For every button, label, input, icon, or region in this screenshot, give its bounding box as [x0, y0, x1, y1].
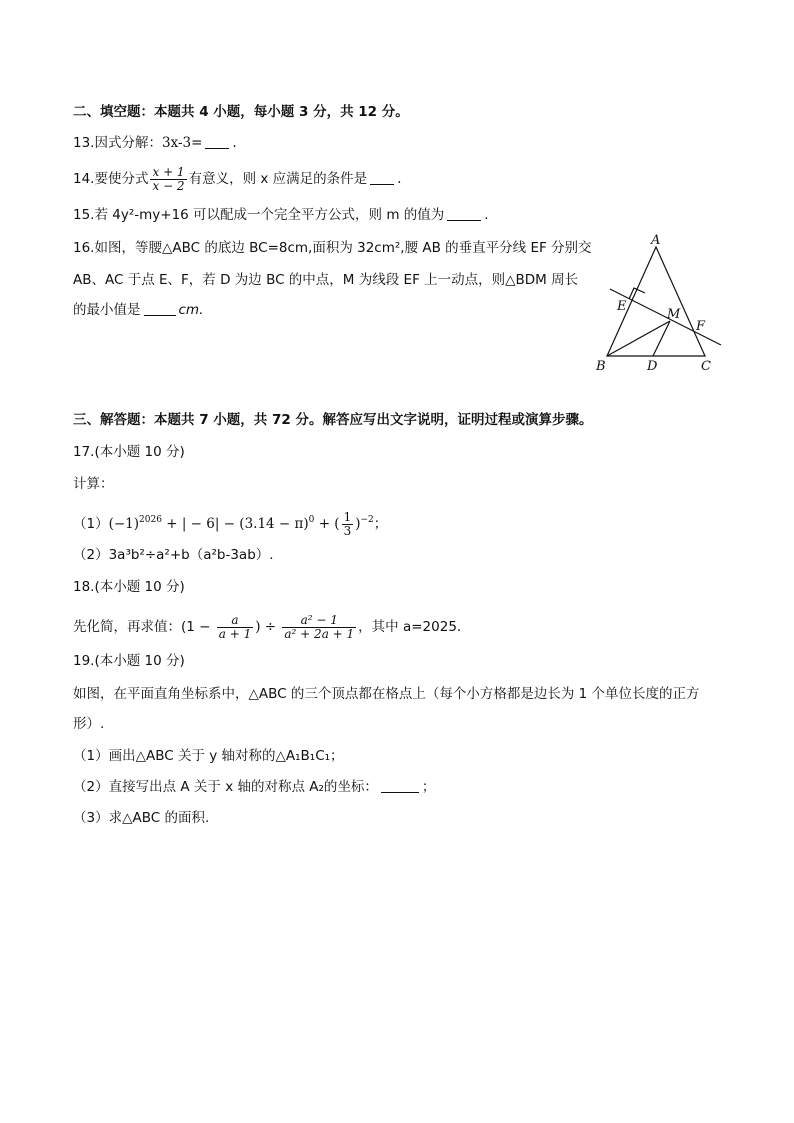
- q17-part1: [73, 511, 387, 538]
- q17-part1-c: + (: [314, 516, 340, 532]
- q17-part1-label: （1）: [73, 516, 109, 532]
- question-13: [73, 133, 237, 153]
- q18-title: 18.(本小题 10 分): [73, 579, 185, 595]
- q18-frac2-den: a² + 2a + 1: [284, 627, 355, 641]
- q19-intro-line1: 如图，在平面直角坐标系中，△ABC 的三个顶点都在格点上（每个小方格都是边长为 1 个单位长度的正方: [73, 686, 700, 702]
- section3-heading: 三、解答题：本题共 7 小题，共 72 分。解答应写出文字说明，证明过程或演算步骤。: [73, 412, 593, 428]
- q19-part1: （1）画出△ABC 关于 y 轴对称的△A₁B₁C₁；: [73, 748, 344, 764]
- label-c: C: [701, 359, 711, 374]
- q19-part3: （3）求△ABC 的面积.: [73, 810, 210, 826]
- q14-prefix: 14.要使分式: [73, 171, 149, 187]
- q13-suffix: .: [232, 135, 237, 151]
- q14-frac-num: x + 1: [152, 165, 185, 179]
- q18-middle: ) ÷: [255, 619, 281, 635]
- label-b: B: [596, 359, 606, 374]
- q19-part2-prefix: （2）直接写出点 A 关于 x 轴的对称点 A₂的坐标：: [73, 779, 378, 795]
- label-d: D: [647, 359, 658, 374]
- q19-part2-answer-blank[interactable]: [381, 778, 419, 793]
- q17-part1-exp2: 0: [308, 515, 315, 525]
- q15-suffix: .: [484, 207, 489, 223]
- triangle-figure: [590, 232, 730, 377]
- question-14: [73, 166, 401, 193]
- q16-answer-blank[interactable]: [144, 301, 176, 316]
- question-16-line2: AB、AC 于点 E、F，若 D 为边 BC 的中点，M 为线段 EF 上一动点，则△BDM 周长: [73, 272, 579, 288]
- label-m: M: [667, 307, 681, 322]
- q13-expr: 3x-3=: [161, 135, 203, 151]
- q16-line3-suffix: cm.: [178, 302, 204, 318]
- q18-frac2-num: a² − 1: [300, 613, 338, 627]
- q13-answer-blank[interactable]: [205, 134, 229, 149]
- label-e: E: [617, 299, 627, 314]
- q17-instruction: 计算：: [73, 476, 114, 492]
- q18-frac1-num: a: [231, 613, 239, 627]
- label-a: A: [651, 233, 661, 248]
- section2-heading: 二、填空题：本题共 4 小题，每小题 3 分，共 12 分。: [73, 104, 409, 120]
- q19-title: 19.(本小题 10 分): [73, 653, 185, 669]
- q18-fraction2: [282, 614, 356, 641]
- segment-bm: [607, 321, 670, 356]
- q17-part1-d: ): [355, 516, 361, 532]
- q13-prefix: 13.因式分解：: [73, 135, 162, 151]
- right-angle-mark: [629, 288, 645, 299]
- q14-suffix: .: [397, 171, 402, 187]
- q17-part1-exp3: −2: [360, 515, 374, 525]
- question-16-line1: 16.如图，等腰△ABC 的底边 BC=8cm,面积为 32cm²,腰 AB 的垂直平分线 EF 分别交: [73, 240, 592, 256]
- q18-expression: [73, 614, 461, 641]
- q18-suffix: ，其中 a=2025.: [358, 619, 462, 635]
- q17-title: 17.(本小题 10 分): [73, 444, 185, 460]
- q16-line3-prefix: 的最小值是: [73, 302, 141, 318]
- q14-answer-blank[interactable]: [370, 170, 394, 185]
- q14-fraction: [150, 166, 186, 193]
- q17-part1-a: (−1): [108, 516, 140, 532]
- q18-fraction1: [217, 614, 253, 641]
- label-f: F: [696, 319, 706, 334]
- q15-answer-blank[interactable]: [447, 206, 481, 221]
- perpendicular-bisector-ef: [610, 289, 721, 345]
- q19-intro-line2: 形）.: [73, 716, 105, 732]
- q17-part1-b: + | − 6| − (3.14 − π): [161, 516, 309, 532]
- q17-part1-fraction: [342, 511, 354, 538]
- q18-frac1-den: a + 1: [218, 627, 252, 641]
- question-16-line3: [73, 300, 203, 320]
- q14-middle: 有意义，则 x 应满足的条件是: [188, 171, 368, 187]
- question-15: [73, 205, 489, 225]
- q19-part2: [73, 777, 435, 797]
- q17-part1-end: ；: [373, 516, 388, 532]
- q17-frac-num: 1: [343, 510, 352, 524]
- q18-prefix: 先化简，再求值：(1 −: [73, 619, 215, 635]
- q19-part2-suffix: ；: [421, 779, 436, 795]
- q17-frac-den: 3: [343, 524, 352, 538]
- q17-part2: （2）3a³b²÷a²+b（a²b-3ab）.: [73, 547, 274, 563]
- q17-part1-exp: 2026: [139, 515, 162, 525]
- q14-frac-den: x − 2: [152, 179, 185, 193]
- q15-text: 15.若 4y²-my+16 可以配成一个完全平方公式，则 m 的值为: [73, 207, 445, 223]
